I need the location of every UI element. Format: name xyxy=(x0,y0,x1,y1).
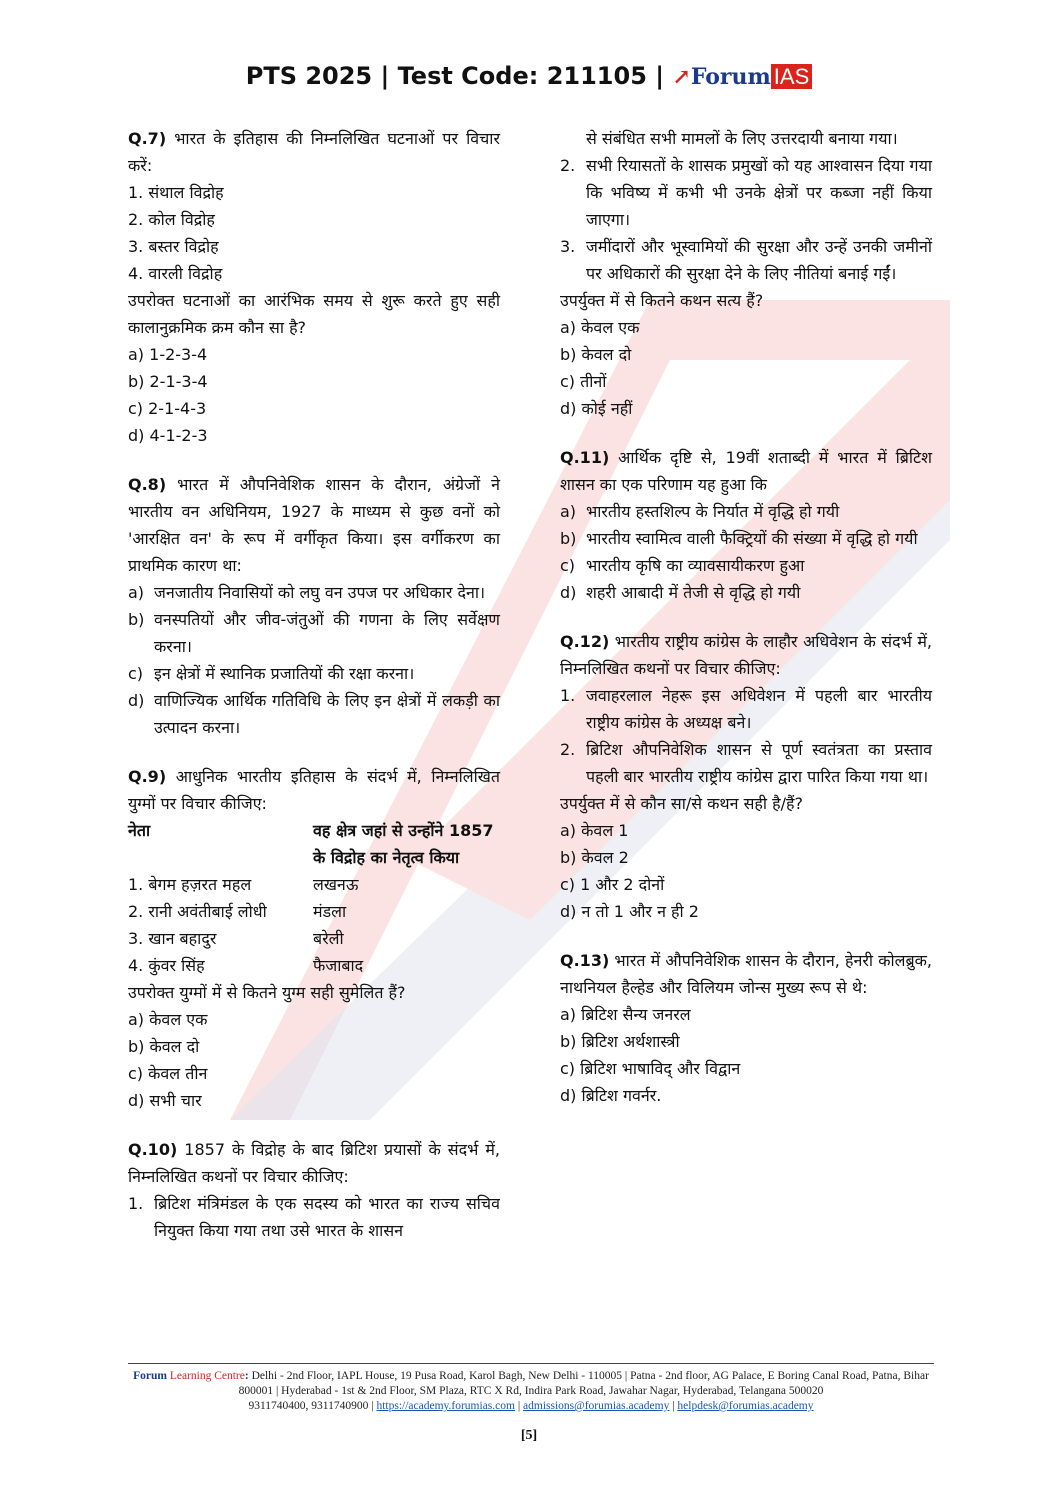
academy-link[interactable]: https://academy.forumias.com xyxy=(376,1400,515,1412)
answer-option[interactable] xyxy=(560,525,932,552)
column-header-region: वह क्षेत्र जहां से उन्होंने 1857 के विद्रोह का नेतृत्व किया xyxy=(313,821,494,867)
answer-option[interactable]: c) ब्रिटिश भाषाविद् और विद्वान xyxy=(560,1059,741,1078)
statement xyxy=(560,736,932,790)
option-text: भारतीय कृषि का व्यावसायीकरण हुआ xyxy=(586,556,805,575)
statement-marker: 2. xyxy=(560,740,576,759)
region-cell: मंडला xyxy=(313,902,347,921)
question-stem: भारत में औपनिवेशिक शासन के दौरान, हेनरी कोलब्रुक, नाथनियल हैल्हेड और विलियम जोन्स मुख्य रूप से थे: xyxy=(560,951,932,997)
statement-marker: 3. xyxy=(560,237,576,256)
page-number: [5] xyxy=(520,1428,538,1443)
leader-cell: 2. रानी अवंतीबाई लोधी xyxy=(128,902,267,921)
statement-marker: 2. xyxy=(560,156,576,175)
answer-option[interactable]: c) केवल तीन xyxy=(128,1064,208,1083)
question-9 xyxy=(128,763,500,1114)
option-marker: b) xyxy=(560,529,577,548)
option-text: इन क्षेत्रों में स्थानिक प्रजातियों की रक्षा करना। xyxy=(154,664,415,683)
list-item: 1. संथाल विद्रोह xyxy=(128,183,224,202)
statement-text: सभी रियासतों के शासक प्रमुखों को यह आश्वासन दिया गया कि भविष्य में कभी भी उनके क्षेत्रों पर कब्जा नहीं किया जाएगा। xyxy=(586,156,932,229)
question-number: Q.12) xyxy=(560,632,610,651)
answer-option[interactable]: c) 1 और 2 दोनों xyxy=(560,875,665,894)
answer-option[interactable] xyxy=(128,687,500,741)
footer-contacts xyxy=(128,1399,934,1414)
statement xyxy=(560,682,932,736)
list-item: 2. कोल विद्रोह xyxy=(128,210,215,229)
answer-option[interactable]: a) ब्रिटिश सैन्य जनरल xyxy=(560,1005,691,1024)
answer-option[interactable]: a) केवल एक xyxy=(560,318,640,337)
answer-option[interactable] xyxy=(560,498,932,525)
table-row xyxy=(128,952,500,979)
right-column xyxy=(560,125,932,1131)
question-number: Q.13) xyxy=(560,951,610,970)
option-marker: d) xyxy=(560,583,577,602)
question-number: Q.7) xyxy=(128,129,167,148)
option-text: वाणिज्यिक आर्थिक गतिविधि के लिए इन क्षेत्रों में लकड़ी का उत्पादन करना। xyxy=(154,691,500,737)
footer-colon: : xyxy=(244,1370,249,1382)
statement-text: ब्रिटिश मंत्रिमंडल के एक सदस्य को भारत का राज्य सचिव नियुक्त किया गया तथा उसे भारत के शासन xyxy=(154,1194,500,1240)
header-title: PTS 2025 | Test Code: 211105 | xyxy=(245,62,665,90)
admissions-email-link[interactable]: admissions@forumias.academy xyxy=(523,1400,670,1412)
answer-option[interactable] xyxy=(560,552,932,579)
answer-option[interactable] xyxy=(560,579,932,606)
statement xyxy=(560,152,932,233)
region-cell: बरेली xyxy=(313,929,344,948)
answer-option[interactable]: b) केवल दो xyxy=(128,1037,200,1056)
answer-option[interactable]: a) 1-2-3-4 xyxy=(128,345,208,364)
option-marker: b) xyxy=(128,610,145,629)
list-item: 3. बस्तर विद्रोह xyxy=(128,237,219,256)
option-text: भारतीय स्वामित्व वाली फैक्ट्रियों की संख्या में वृद्धि हो गयी xyxy=(586,529,918,548)
option-text: जनजातीय निवासियों को लघु वन उपज पर अधिकार देना। xyxy=(154,583,486,602)
option-marker: a) xyxy=(128,583,145,602)
answer-option[interactable] xyxy=(128,660,500,687)
statement xyxy=(128,1190,500,1244)
question-stem: भारतीय राष्ट्रीय कांग्रेस के लाहौर अधिवेशन के संदर्भ में, निम्नलिखित कथनों पर विचार कीजिए: xyxy=(560,632,932,678)
question-12 xyxy=(560,628,932,925)
question-10-part1 xyxy=(128,1136,500,1244)
separator: | xyxy=(517,1400,521,1412)
question-10-part2 xyxy=(560,125,932,422)
question-stem: आर्थिक दृष्टि से, 19वीं शताब्दी में भारत में ब्रिटिश शासन का एक परिणाम यह हुआ कि xyxy=(560,448,933,494)
separator: | xyxy=(371,1400,374,1412)
footer-brand-forum: Forum xyxy=(133,1370,167,1382)
answer-option[interactable]: b) ब्रिटिश अर्थशास्त्री xyxy=(560,1032,680,1051)
question-number: Q.9) xyxy=(128,767,167,786)
question-prompt: उपरोक्त घटनाओं का आरंभिक समय से शुरू करते हुए सही कालानुक्रमिक क्रम कौन सा है? xyxy=(128,291,500,337)
question-13 xyxy=(560,947,932,1109)
statement-marker: 1. xyxy=(128,1194,144,1213)
statement-text: से संबंधित सभी मामलों के लिए उत्तरदायी बनाया गया। xyxy=(586,129,898,148)
question-prompt: उपर्युक्त में से कौन सा/से कथन सही है/हैं? xyxy=(560,794,804,813)
left-column xyxy=(128,125,500,1266)
option-text: शहरी आबादी में तेजी से वृद्धि हो गयी xyxy=(586,583,801,602)
forumias-logo xyxy=(672,64,812,90)
leader-cell: 3. खान बहादुर xyxy=(128,929,217,948)
pairs-table xyxy=(128,817,500,979)
answer-option[interactable]: b) 2-1-3-4 xyxy=(128,372,208,391)
question-8 xyxy=(128,471,500,741)
separator: | xyxy=(672,1400,675,1412)
option-marker: c) xyxy=(560,556,576,575)
question-stem: आधुनिक भारतीय इतिहास के संदर्भ में, निम्नलिखित युग्मों पर विचार कीजिए: xyxy=(128,767,501,813)
question-number: Q.10) xyxy=(128,1140,178,1159)
table-row xyxy=(128,898,500,925)
column-header-leader: नेता xyxy=(128,821,151,840)
footer-phones: 9311740400, 9311740900 xyxy=(248,1400,369,1412)
leader-cell: 4. कुंवर सिंह xyxy=(128,956,205,975)
page-header xyxy=(0,62,1058,90)
question-stem: 1857 के विद्रोह के बाद ब्रिटिश प्रयासों के संदर्भ में, निम्नलिखित कथनों पर विचार कीजिए: xyxy=(128,1140,500,1186)
region-cell: फैजाबाद xyxy=(313,956,364,975)
footer-address-block xyxy=(128,1369,934,1399)
option-marker: d) xyxy=(128,691,145,710)
answer-option[interactable]: d) ब्रिटिश गवर्नर. xyxy=(560,1086,662,1105)
list-item: 4. वारली विद्रोह xyxy=(128,264,223,283)
option-text: भारतीय हस्तशिल्प के निर्यात में वृद्धि हो गयी xyxy=(586,502,840,521)
footer-address: Delhi - 2nd Floor, IAPL House, 19 Pusa Road, Karol Bagh, New Delhi - 110005 | Patna - 2nd floor, AG Palace, E Boring Canal Road, Patna, Bihar 800001 | Hyderabad - 1st & 2nd Floor, SM Plaza, RTC X Rd, Indira Park Road, Jawahar Nagar, Hyderabad, Telangana 500020 xyxy=(238,1370,929,1397)
answer-option[interactable]: d) कोई नहीं xyxy=(560,399,633,418)
page-footer xyxy=(128,1363,934,1414)
question-prompt: उपर्युक्त में से कितने कथन सत्य हैं? xyxy=(560,291,764,310)
statement-text: ब्रिटिश औपनिवेशिक शासन से पूर्ण स्वतंत्रता का प्रस्ताव पहली बार भारतीय राष्ट्रीय कांग्रेस द्वारा पारित किया गया था। xyxy=(586,740,932,786)
question-11 xyxy=(560,444,932,606)
logo-ias-text: IAS xyxy=(771,64,812,89)
region-cell: लखनऊ xyxy=(313,875,359,894)
answer-option[interactable]: d) सभी चार xyxy=(128,1091,202,1110)
answer-option[interactable] xyxy=(128,606,500,660)
option-marker: a) xyxy=(560,502,577,521)
logo-arrow-icon: ↗ xyxy=(672,64,691,90)
answer-option[interactable]: d) 4-1-2-3 xyxy=(128,426,208,445)
answer-option[interactable]: a) केवल 1 xyxy=(560,821,629,840)
answer-option[interactable]: b) केवल दो xyxy=(560,345,632,364)
leader-cell: 1. बेगम हज़रत महल xyxy=(128,875,252,894)
answer-option[interactable]: b) केवल 2 xyxy=(560,848,629,867)
statement-text: जवाहरलाल नेहरू इस अधिवेशन में पहली बार भारतीय राष्ट्रीय कांग्रेस के अध्यक्ष बने। xyxy=(586,686,932,732)
question-number: Q.11) xyxy=(560,448,610,467)
answer-option[interactable]: c) 2-1-4-3 xyxy=(128,399,207,418)
statement-marker: 1. xyxy=(560,686,576,705)
answer-option[interactable]: d) न तो 1 और न ही 2 xyxy=(560,902,699,921)
helpdesk-email-link[interactable]: helpdesk@forumias.academy xyxy=(677,1400,814,1412)
statement-text: जमींदारों और भूस्वामियों की सुरक्षा और उन्हें उनकी जमीनों पर अधिकारों की सुरक्षा देने के लिए नीतियां बनाई गईं। xyxy=(586,237,932,283)
option-text: वनस्पतियों और जीव-जंतुओं की गणना के लिए सर्वेक्षण करना। xyxy=(154,610,500,656)
question-7 xyxy=(128,125,500,449)
table-row xyxy=(128,871,500,898)
question-stem: भारत के इतिहास की निम्नलिखित घटनाओं पर विचार करें: xyxy=(128,129,500,175)
question-stem: भारत में औपनिवेशिक शासन के दौरान, अंग्रेजों ने भारतीय वन अधिनियम, 1927 के माध्यम से कुछ वनों को 'आरक्षित वन' के रूप में वर्गीकृत किया। इस वर्गीकरण का प्राथमिक कारण था: xyxy=(128,475,500,575)
answer-option[interactable]: c) तीनों xyxy=(560,372,607,391)
footer-brand-lc: Learning Centre xyxy=(169,1370,245,1382)
statement-continued xyxy=(560,125,932,152)
question-number: Q.8) xyxy=(128,475,167,494)
question-prompt: उपरोक्त युग्मों में से कितने युग्म सही सुमेलित हैं? xyxy=(128,983,406,1002)
table-row xyxy=(128,925,500,952)
option-marker: c) xyxy=(128,664,144,683)
statement xyxy=(560,233,932,287)
logo-forum-text: Forum xyxy=(690,64,771,90)
answer-option[interactable] xyxy=(128,579,500,606)
answer-option[interactable]: a) केवल एक xyxy=(128,1010,208,1029)
